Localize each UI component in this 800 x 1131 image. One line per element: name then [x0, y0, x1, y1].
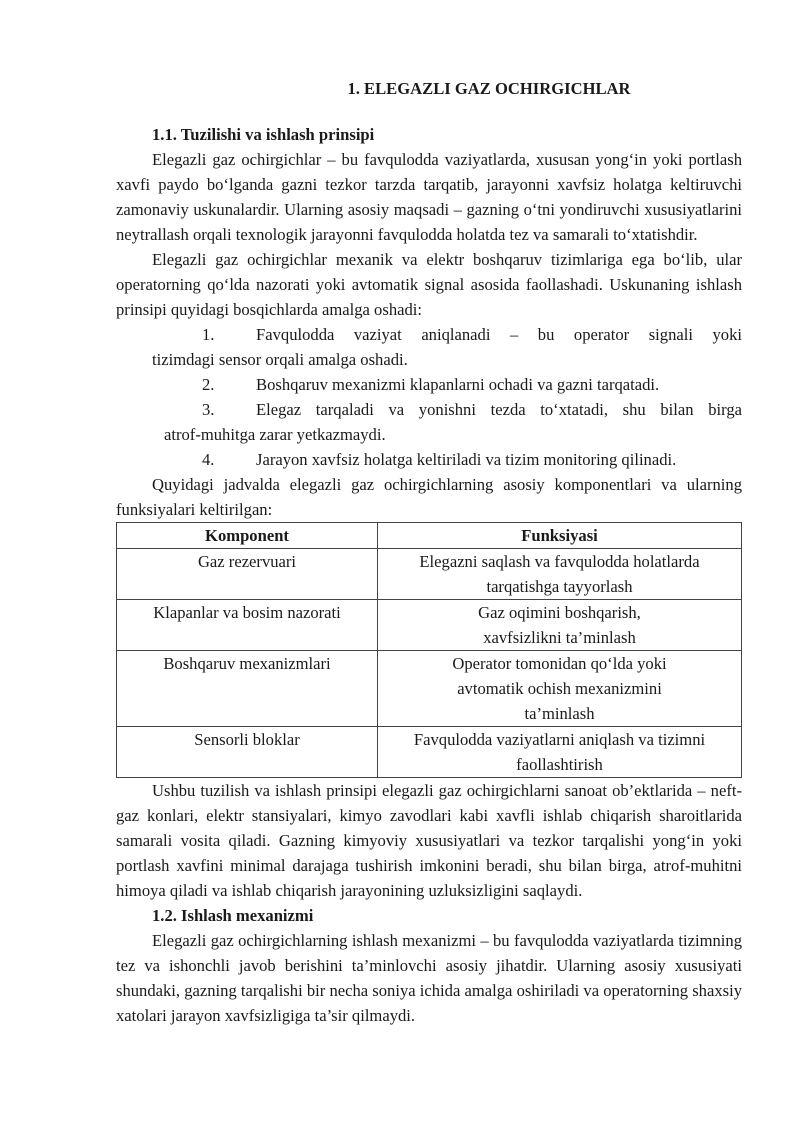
list-item-text: Jarayon xavfsiz holatga keltiriladi va tizim monitoring qilinadi. [256, 450, 677, 469]
list-item-text: Boshqaruv mexanizmi klapanlarni ochadi va gazni tarqatadi. [256, 375, 660, 394]
table-cell-component: Sensorli bloklar [117, 727, 378, 778]
table-row [117, 727, 742, 778]
components-table [116, 522, 742, 778]
document-body [116, 74, 742, 1028]
list-item-number: 4. [202, 450, 215, 469]
table-cell-function: Operator tomonidan qo‘lda yoki avtomatik ochish mexanizmini ta’minlash [378, 651, 742, 727]
paragraph-control: Elegazli gaz ochirgichlar mexanik va elektr boshqaruv tizimlariga ega bo‘lib, ular operatorning qo‘lda nazorati yoki avtomatik signal asosida faollashadi. Uskunaning ishlash prinsipi quyidagi bosqichlarda amalga oshadi: [116, 250, 742, 319]
table-cell-component: Klapanlar va bosim nazorati [117, 600, 378, 651]
list-item-text: Favqulodda vaziyat aniqlanadi – bu operator signali yoki [256, 325, 742, 344]
section-heading-1-1: 1.1. Tuzilishi va ishlash prinsipi [152, 125, 375, 144]
paragraph-intro: Elegazli gaz ochirgichlar – bu favqulodda vaziyatlarda, xususan yong‘in yoki portlash xavfi paydo bo‘lganda gazni tezkor tarzda tarqatib, jarayonni xavfsiz holatga keltiruvchi zamonaviy uskunalardir. Ularning asosiy maqsadi – gazning o‘tni yondiruvchi xususiyatlarini neytrallash orqali texnologik jarayonni favqulodda holatda tez va samarali to‘xtatishdir. [116, 150, 742, 244]
table-header-component: Komponent [117, 523, 378, 549]
table-cell-function: Elegazni saqlash va favqulodda holatlarda tarqatishga tayyorlash [378, 549, 742, 600]
table-cell-component: Gaz rezervuari [117, 549, 378, 600]
chapter-title: 1. ELEGAZLI GAZ OCHIRGICHLAR [347, 79, 631, 98]
list-item-continuation: tizimdagi sensor orqali amalga oshadi. [152, 350, 408, 369]
table-header-row [117, 523, 742, 549]
steps-list [116, 322, 742, 472]
list-item [116, 397, 742, 447]
table-row [117, 651, 742, 727]
table-row [117, 549, 742, 600]
list-item-number: 2. [202, 375, 215, 394]
paragraph-application: Ushbu tuzilish va ishlash prinsipi elegazli gaz ochirgichlarni sanoat ob’ektlarida – neft-gaz konlari, elektr stansiyalari, kimyo zavodlari kabi xavfli ishlab chiqarish sharoitlarida samarali vosita qiladi. Gazning kimyoviy xususiyatlari va tezkor tarqalishi yong‘in yoki portlash xavfini minimal darajaga tushirish imkonini beradi, shu bilan birga, atrof-muhitni himoya qiladi va ishlab chiqarish jarayonining uzluksizligini saqlaydi. [116, 781, 742, 900]
list-item-number: 3. [202, 400, 215, 419]
list-item-text: Elegaz tarqaladi va yonishni tezda to‘xtatadi, shu bilan birga [256, 400, 742, 419]
list-item [116, 322, 742, 372]
section-heading-1-2: 1.2. Ishlash mexanizmi [152, 906, 314, 925]
list-item-continuation: atrof-muhitga zarar yetkazmaydi. [164, 425, 386, 444]
table-row [117, 600, 742, 651]
table-cell-function: Favqulodda vaziyatlarni aniqlash va tizimni faollashtirish [378, 727, 742, 778]
paragraph-table-intro: Quyidagi jadvalda elegazli gaz ochirgichlarning asosiy komponentlari va ularning funksiyalari keltirilgan: [116, 475, 742, 519]
table-header-function: Funksiyasi [378, 523, 742, 549]
paragraph-mechanism: Elegazli gaz ochirgichlarning ishlash mexanizmi – bu favqulodda vaziyatlarda tizimning tez va ishonchli javob berishini ta’minlovchi asosiy jihatdir. Ularning asosiy xususiyati shundaki, gazning tarqalishi bir necha soniya ichida amalga oshiriladi va operatorning shaxsiy xatolari jarayon xavfsizligiga ta’sir qilmaydi. [116, 931, 742, 1025]
table-cell-component: Boshqaruv mexanizmlari [117, 651, 378, 727]
list-item [116, 372, 742, 397]
list-item [116, 447, 742, 472]
list-item-number: 1. [202, 325, 215, 344]
table-cell-function: Gaz oqimini boshqarish, xavfsizlikni ta’minlash [378, 600, 742, 651]
